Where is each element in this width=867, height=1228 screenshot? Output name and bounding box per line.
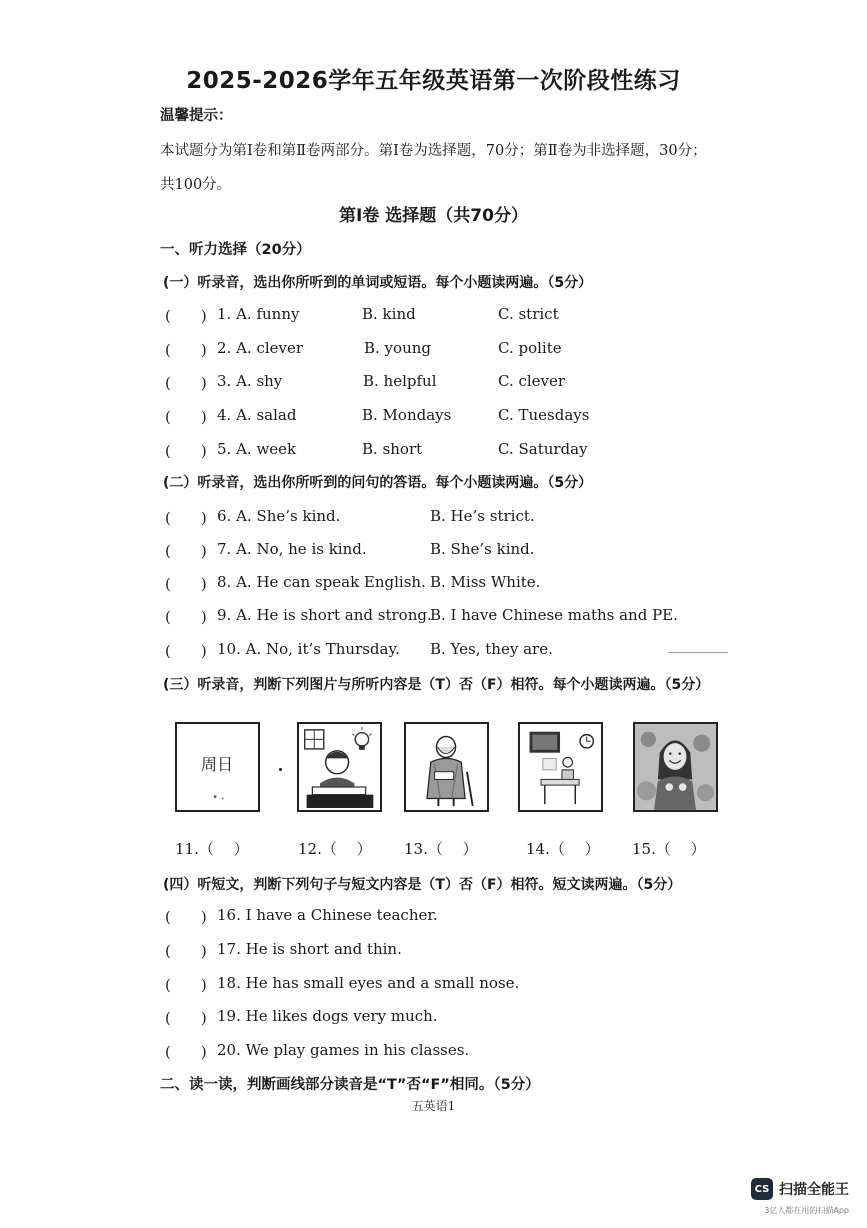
girl-photo-icon: [635, 724, 716, 810]
statement-text: 19. He likes dogs very much.: [217, 1007, 438, 1025]
option-b: B. I have Chinese maths and PE.: [430, 606, 678, 624]
option-a: 5. A. week: [217, 440, 297, 458]
picture-answer-12[interactable]: 12.（ ）: [298, 840, 372, 858]
option-b: B. Miss White.: [430, 573, 541, 591]
scan-mark: [668, 652, 728, 653]
calendar-card-icon: [177, 724, 258, 810]
classroom-icon: [520, 724, 601, 810]
brand-name: 扫描全能王: [779, 1182, 849, 1198]
card-text: 周日: [200, 754, 234, 774]
option-b: B. She’s kind.: [430, 540, 535, 558]
picture-answer-15[interactable]: 15.（ ）: [632, 840, 706, 858]
picture-classroom: [518, 722, 603, 812]
option-a: 8. A. He can speak English.: [217, 573, 426, 591]
picture-answer-11[interactable]: 11.（ ）: [175, 840, 249, 858]
picture-old-man: [404, 722, 489, 812]
answer-paren[interactable]: ( ): [165, 509, 207, 527]
answer-paren[interactable]: ( ): [165, 341, 207, 359]
option-c: C. polite: [498, 339, 562, 357]
statement-text: 18. He has small eyes and a small nose.: [217, 974, 520, 992]
answer-paren[interactable]: ( ): [165, 976, 207, 994]
statement-text: 16. I have a Chinese teacher.: [217, 906, 438, 924]
boy-reading-icon: [299, 724, 380, 810]
option-c: C. Tuesdays: [498, 406, 590, 424]
brand-tagline: 3亿人都在用的扫描App: [764, 1206, 849, 1215]
s2-instruction: (二）听录音，选出你所听到的问句的答语。每个小题读两遍。（5分）: [163, 475, 593, 491]
exam-title: 2025-2026学年五年级英语第一次阶段性练习: [186, 68, 681, 94]
answer-paren[interactable]: ( ): [165, 575, 207, 593]
old-man-icon: [406, 724, 487, 810]
answer-paren[interactable]: ( ): [165, 307, 207, 325]
answer-paren[interactable]: ( ): [165, 542, 207, 560]
page-footer: 五英语1: [411, 1099, 456, 1113]
option-a: 3. A. shy: [217, 372, 283, 390]
section2-heading: 二、读一读，判断画线部分读音是“T”否“F”相同。（5分）: [160, 1077, 540, 1093]
answer-paren[interactable]: ( ): [165, 908, 207, 926]
option-b: B. helpful: [363, 372, 437, 390]
picture-girl: [633, 722, 718, 812]
dot-mark: [279, 768, 282, 771]
answer-paren[interactable]: ( ): [165, 608, 207, 626]
option-b: B. Mondays: [362, 406, 452, 424]
option-b: B. short: [362, 440, 423, 458]
option-a: 9. A. He is short and strong.: [217, 606, 432, 624]
s3-instruction: (三）听录音，判断下列图片与所听内容是（T）否（F）相符。每个小题读两遍。（5分）: [163, 677, 710, 693]
picture-answer-13[interactable]: 13.（ ）: [404, 840, 478, 858]
option-a: 2. A. clever: [217, 339, 304, 357]
answer-paren[interactable]: ( ): [165, 642, 207, 660]
tip-line-2: 共100分。: [160, 177, 232, 193]
picture-answer-14[interactable]: 14.（ ）: [526, 840, 600, 858]
option-a: 6. A. She’s kind.: [217, 507, 341, 525]
tip-label: 温馨提示：: [160, 108, 233, 124]
answer-paren[interactable]: ( ): [165, 374, 207, 392]
picture-sunday-card: [175, 722, 260, 812]
statement-text: 17. He is short and thin.: [217, 940, 402, 958]
option-b: B. kind: [362, 305, 416, 323]
option-c: C. Saturday: [498, 440, 588, 458]
option-a: 4. A. salad: [217, 406, 297, 424]
option-b: B. Yes, they are.: [430, 640, 553, 658]
s1-instruction: (一）听录音，选出你所听到的单词或短语。每个小题读两遍。（5分）: [163, 275, 593, 291]
answer-paren[interactable]: ( ): [165, 1009, 207, 1027]
part1-title: 第Ⅰ卷 选择题（共70分）: [339, 206, 528, 226]
statement-text: 20. We play games in his classes.: [217, 1041, 470, 1059]
option-a: 7. A. No, he is kind.: [217, 540, 367, 558]
option-b: B. young: [364, 339, 431, 357]
scanner-watermark: [751, 1178, 849, 1200]
answer-paren[interactable]: ( ): [165, 408, 207, 426]
s4-instruction: (四）听短文，判断下列句子与短文内容是（T）否（F）相符。短文读两遍。（5分）: [163, 877, 682, 893]
option-c: C. clever: [498, 372, 566, 390]
tip-line-1: 本试题分为第Ⅰ卷和第Ⅱ卷两部分。第Ⅰ卷为选择题，70分；第Ⅱ卷为非选择题，30分；: [160, 143, 707, 159]
answer-paren[interactable]: ( ): [165, 942, 207, 960]
section1-heading: 一、听力选择（20分）: [160, 242, 311, 258]
option-a: 1. A. funny: [217, 305, 300, 323]
option-c: C. strict: [498, 305, 559, 323]
picture-boy-studying: [297, 722, 382, 812]
answer-paren[interactable]: ( ): [165, 1043, 207, 1061]
answer-paren[interactable]: ( ): [165, 442, 207, 460]
camscanner-logo-icon: CS: [751, 1178, 773, 1200]
option-a: 10. A. No, it’s Thursday.: [217, 640, 400, 658]
option-b: B. He’s strict.: [430, 507, 535, 525]
